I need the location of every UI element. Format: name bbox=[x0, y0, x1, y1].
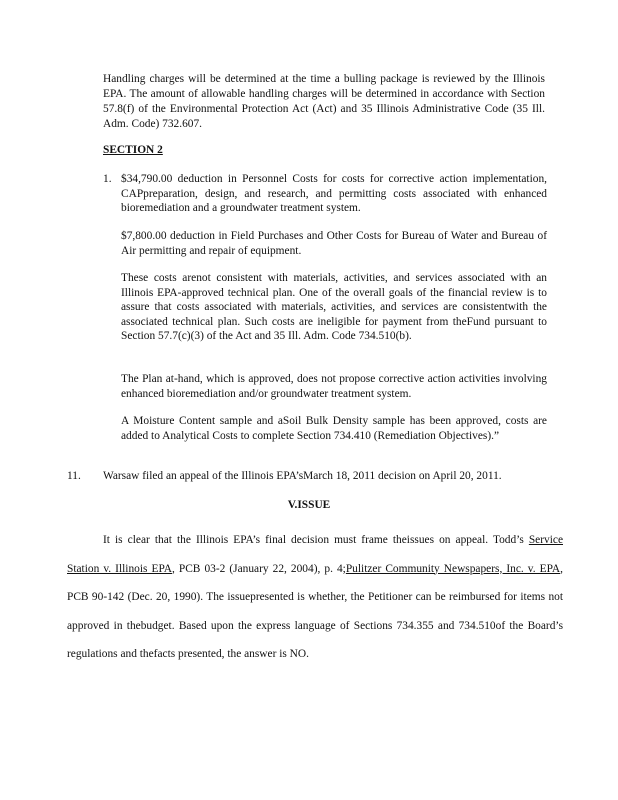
plan-at-hand-paragraph: The Plan at-hand, which is approved, does not propose corrective action activities involving enhanced bioremediation and/or groundwater treatment system. bbox=[121, 373, 547, 400]
paragraph-11-number: 11. bbox=[67, 470, 81, 482]
issue-heading: V.ISSUE bbox=[287, 499, 331, 511]
deduction-field-purchases-paragraph: $7,800.00 deduction in Field Purchases and Other Costs for Bureau of Water and Bureau of Air permitting and repair of equipment. bbox=[121, 230, 547, 257]
deduction-personnel-paragraph: $34,790.00 deduction in Personnel Costs for costs for corrective action implementation, CAPpreparation, design, and research, and permitting costs associated with enhanced bioremediation and a groundwater treatment system. bbox=[121, 173, 547, 214]
issue-text-2: , PCB 03-2 (January 22, 2004), p. 4; bbox=[171, 562, 346, 575]
section-2-heading: SECTION 2 bbox=[103, 144, 163, 156]
issue-text-1: It is clear that the Illinois EPA’s final decision must frame theissues on appeal. Todd’s bbox=[103, 534, 529, 546]
case-citation-todds: Service Station v. Illinois EPA bbox=[67, 534, 563, 575]
costs-not-consistent-paragraph: These costs arenot consistent with materials, activities, and services associated with an Illinois EPA-approved technical plan. One of the overall goals of the financial review is to assure that costs associated with materials, activities, and services are consistentwith the associated technical plan. Such costs are ineligible for payment from theFund pursuant to Section 57.7(c)(3) of the Act and 35 Ill. Adm. Code 734.510(b). bbox=[121, 272, 547, 342]
moisture-content-paragraph: A Moisture Content sample and aSoil Bulk Density sample has been approved, costs are added to Analytical Costs to complete Section 734.410 (Remediation Objectives).” bbox=[121, 415, 547, 442]
issue-paragraph bbox=[67, 526, 563, 669]
paragraph-11-text: Warsaw filed an appeal of the Illinois EPA’sMarch 18, 2011 decision on April 20, 2011. bbox=[103, 470, 502, 482]
case-citation-pulitzer: Pulitzer Community Newspapers, Inc. v. EPA bbox=[345, 562, 561, 575]
issue-text-3: , PCB 90-142 (Dec. 20, 1990). The issuepresented is whether, the Petitioner can be reimbursed for items not approved in thebudget. Based upon the express language of Sections 734.355 and 734.510of the Board’s regulations and thefacts presented, the answer is NO. bbox=[67, 562, 563, 660]
item-number: 1. bbox=[103, 173, 112, 185]
handling-charges-paragraph: Handling charges will be determined at the time a bulling package is reviewed by the Illinois EPA. The amount of allowable handling charges will be determined in accordance with Section 57.8(f) of the Environmental Protection Act (Act) and 35 Illinois Administrative Code (35 Ill. Adm. Code) 732.607. bbox=[103, 73, 545, 130]
